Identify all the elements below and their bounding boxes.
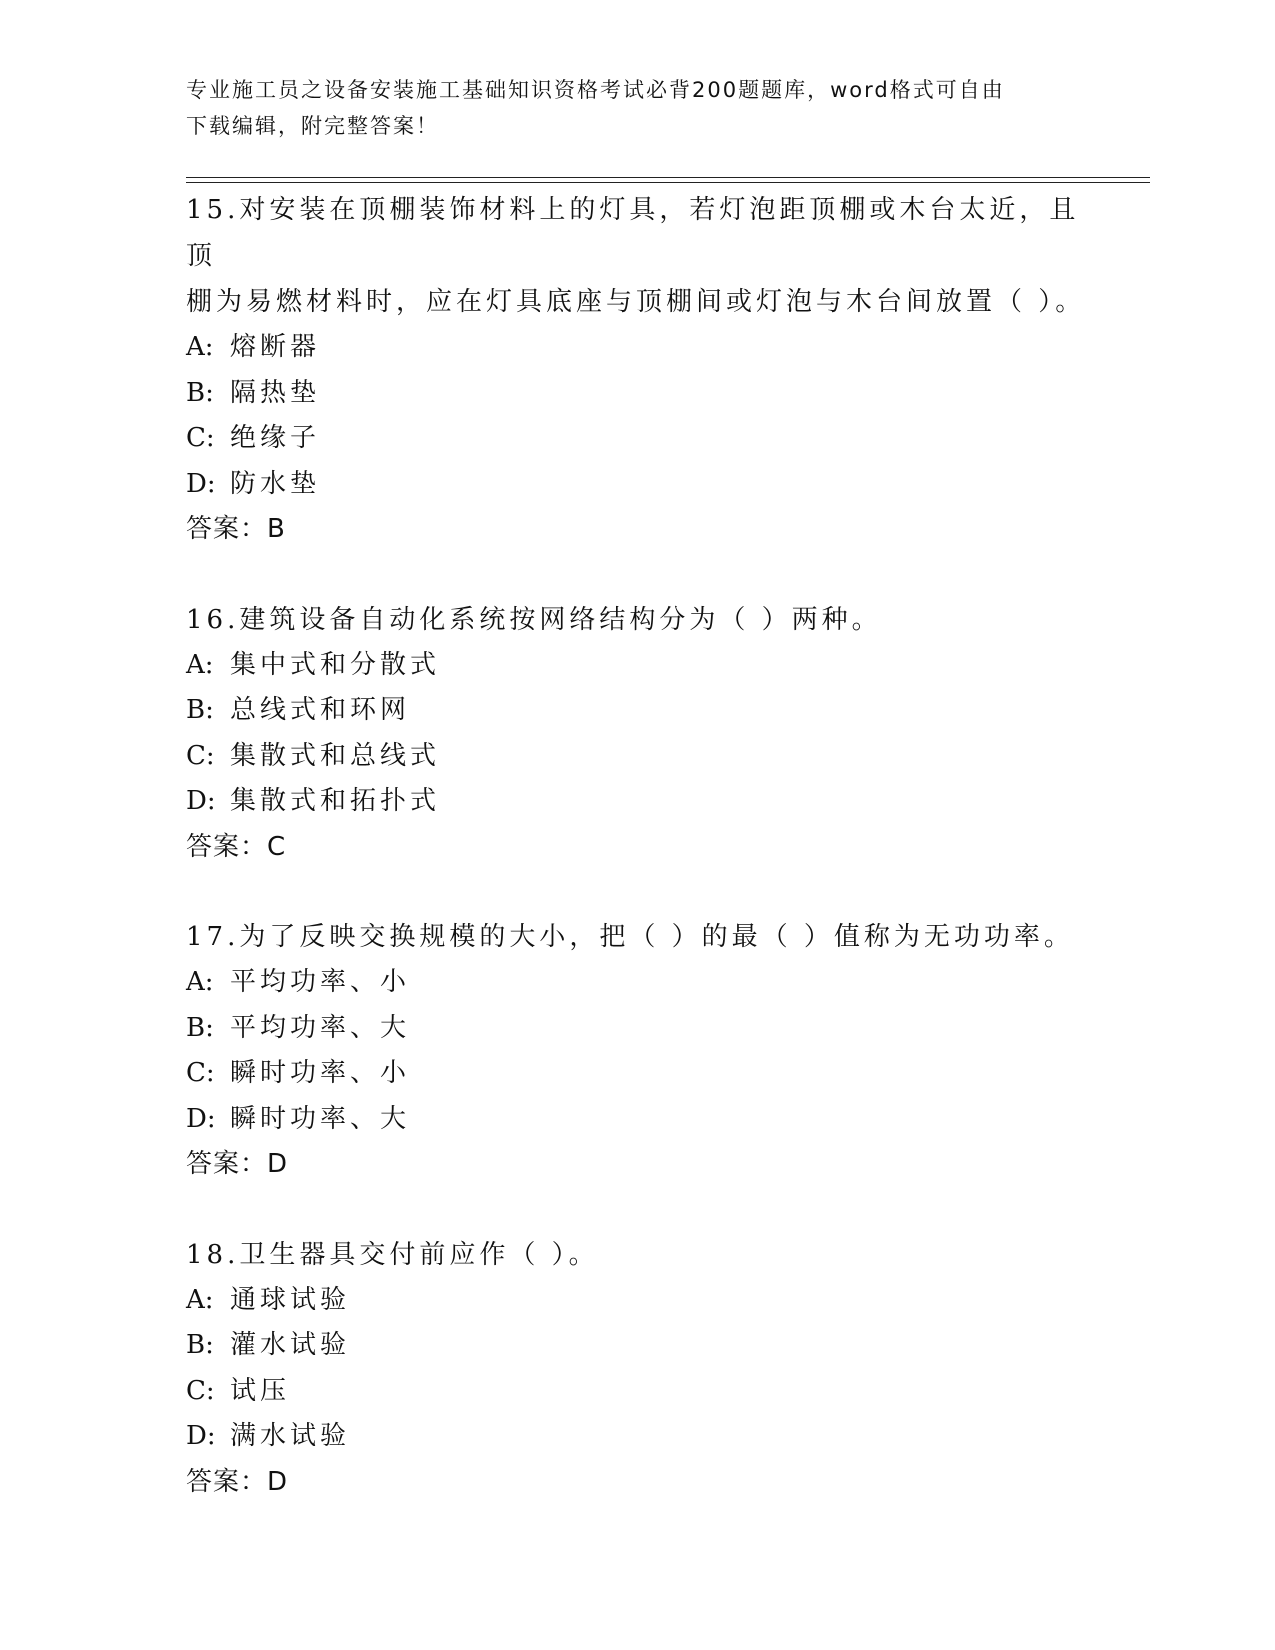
option-text: 绝缘子 <box>230 423 321 453</box>
option-a <box>186 325 1086 371</box>
option-key: D: <box>186 1103 216 1134</box>
question-stem <box>186 597 1086 643</box>
option-a <box>186 643 1086 689</box>
option-key: C: <box>186 423 215 453</box>
document-header <box>186 72 1066 144</box>
question-stem-line: 17.为了反映交换规模的大小，把（ ）的最（ ）值称为无功功率。 <box>186 922 1074 952</box>
option-key: C: <box>186 1375 215 1406</box>
option-key: B: <box>186 1012 214 1043</box>
option-text: 集散式和总线式 <box>230 740 441 771</box>
option-text: 试压 <box>230 1375 291 1406</box>
option-c <box>186 734 1086 780</box>
option-key: A: <box>186 332 214 362</box>
option-text: 集中式和分散式 <box>230 649 441 680</box>
option-text: 瞬时功率、小 <box>230 1058 411 1088</box>
option-text: 平均功率、小 <box>230 967 411 997</box>
option-d <box>186 1097 1086 1143</box>
option-key: B: <box>186 695 214 725</box>
option-key: B: <box>186 1330 214 1360</box>
option-c <box>186 1369 1086 1415</box>
option-d <box>186 779 1086 825</box>
header-line-1: 专业施工员之设备安装施工基础知识资格考试必背200题题库，word格式可自由 <box>186 78 1005 102</box>
option-key: C: <box>186 1058 215 1088</box>
option-text: 集散式和拓扑式 <box>230 786 441 816</box>
option-text: 通球试验 <box>230 1284 351 1315</box>
option-key: A: <box>186 967 214 997</box>
option-text: 满水试验 <box>230 1421 351 1451</box>
option-b <box>186 1323 1086 1369</box>
option-a <box>186 1278 1086 1324</box>
question-16 <box>186 597 1086 871</box>
option-b <box>186 688 1086 734</box>
option-text: 隔热垫 <box>230 377 321 408</box>
option-b <box>186 371 1086 417</box>
option-d <box>186 462 1086 508</box>
question-stem-line: 16.建筑设备自动化系统按网络结构分为（ ）两种。 <box>186 604 882 635</box>
answer-line: 答案：D <box>186 1149 289 1179</box>
option-key: A: <box>186 1284 214 1315</box>
question-stem-line: 18.卫生器具交付前应作（ ）。 <box>186 1239 599 1270</box>
option-key: C: <box>186 740 215 771</box>
option-key: A: <box>186 649 214 680</box>
option-d <box>186 1414 1086 1460</box>
option-text: 瞬时功率、大 <box>230 1103 411 1134</box>
option-key: D: <box>186 1421 216 1451</box>
question-stem <box>186 914 1086 960</box>
option-c <box>186 1051 1086 1097</box>
question-15 <box>186 187 1086 553</box>
option-text: 灌水试验 <box>230 1330 351 1360</box>
answer-line: 答案：C <box>186 831 287 862</box>
option-a <box>186 960 1086 1006</box>
option-text: 防水垫 <box>230 468 321 499</box>
question-stem-line: 棚为易燃材料时，应在灯具底座与顶棚间或灯泡与木台间放置（ ）。 <box>186 287 1086 317</box>
option-text: 总线式和环网 <box>230 695 411 725</box>
answer-line: 答案：B <box>186 514 286 544</box>
option-key: B: <box>186 377 214 408</box>
question-17 <box>186 914 1086 1188</box>
option-c <box>186 416 1086 462</box>
question-stem-line: 15.对安装在顶棚装饰材料上的灯具，若灯泡距顶棚或木台太近，且顶 <box>186 195 1080 271</box>
header-divider-top <box>186 177 1150 178</box>
question-stem <box>186 1232 1086 1278</box>
header-line-2: 下载编辑，附完整答案！ <box>186 114 439 138</box>
option-key: D: <box>186 786 216 816</box>
option-b <box>186 1006 1086 1052</box>
option-key: D: <box>186 468 216 499</box>
question-list <box>186 187 1086 1549</box>
header-divider-bottom <box>186 182 1150 183</box>
answer-line: 答案：D <box>186 1466 289 1497</box>
question-stem <box>186 187 1086 325</box>
option-text: 熔断器 <box>230 332 321 362</box>
question-18 <box>186 1232 1086 1506</box>
option-text: 平均功率、大 <box>230 1012 411 1043</box>
